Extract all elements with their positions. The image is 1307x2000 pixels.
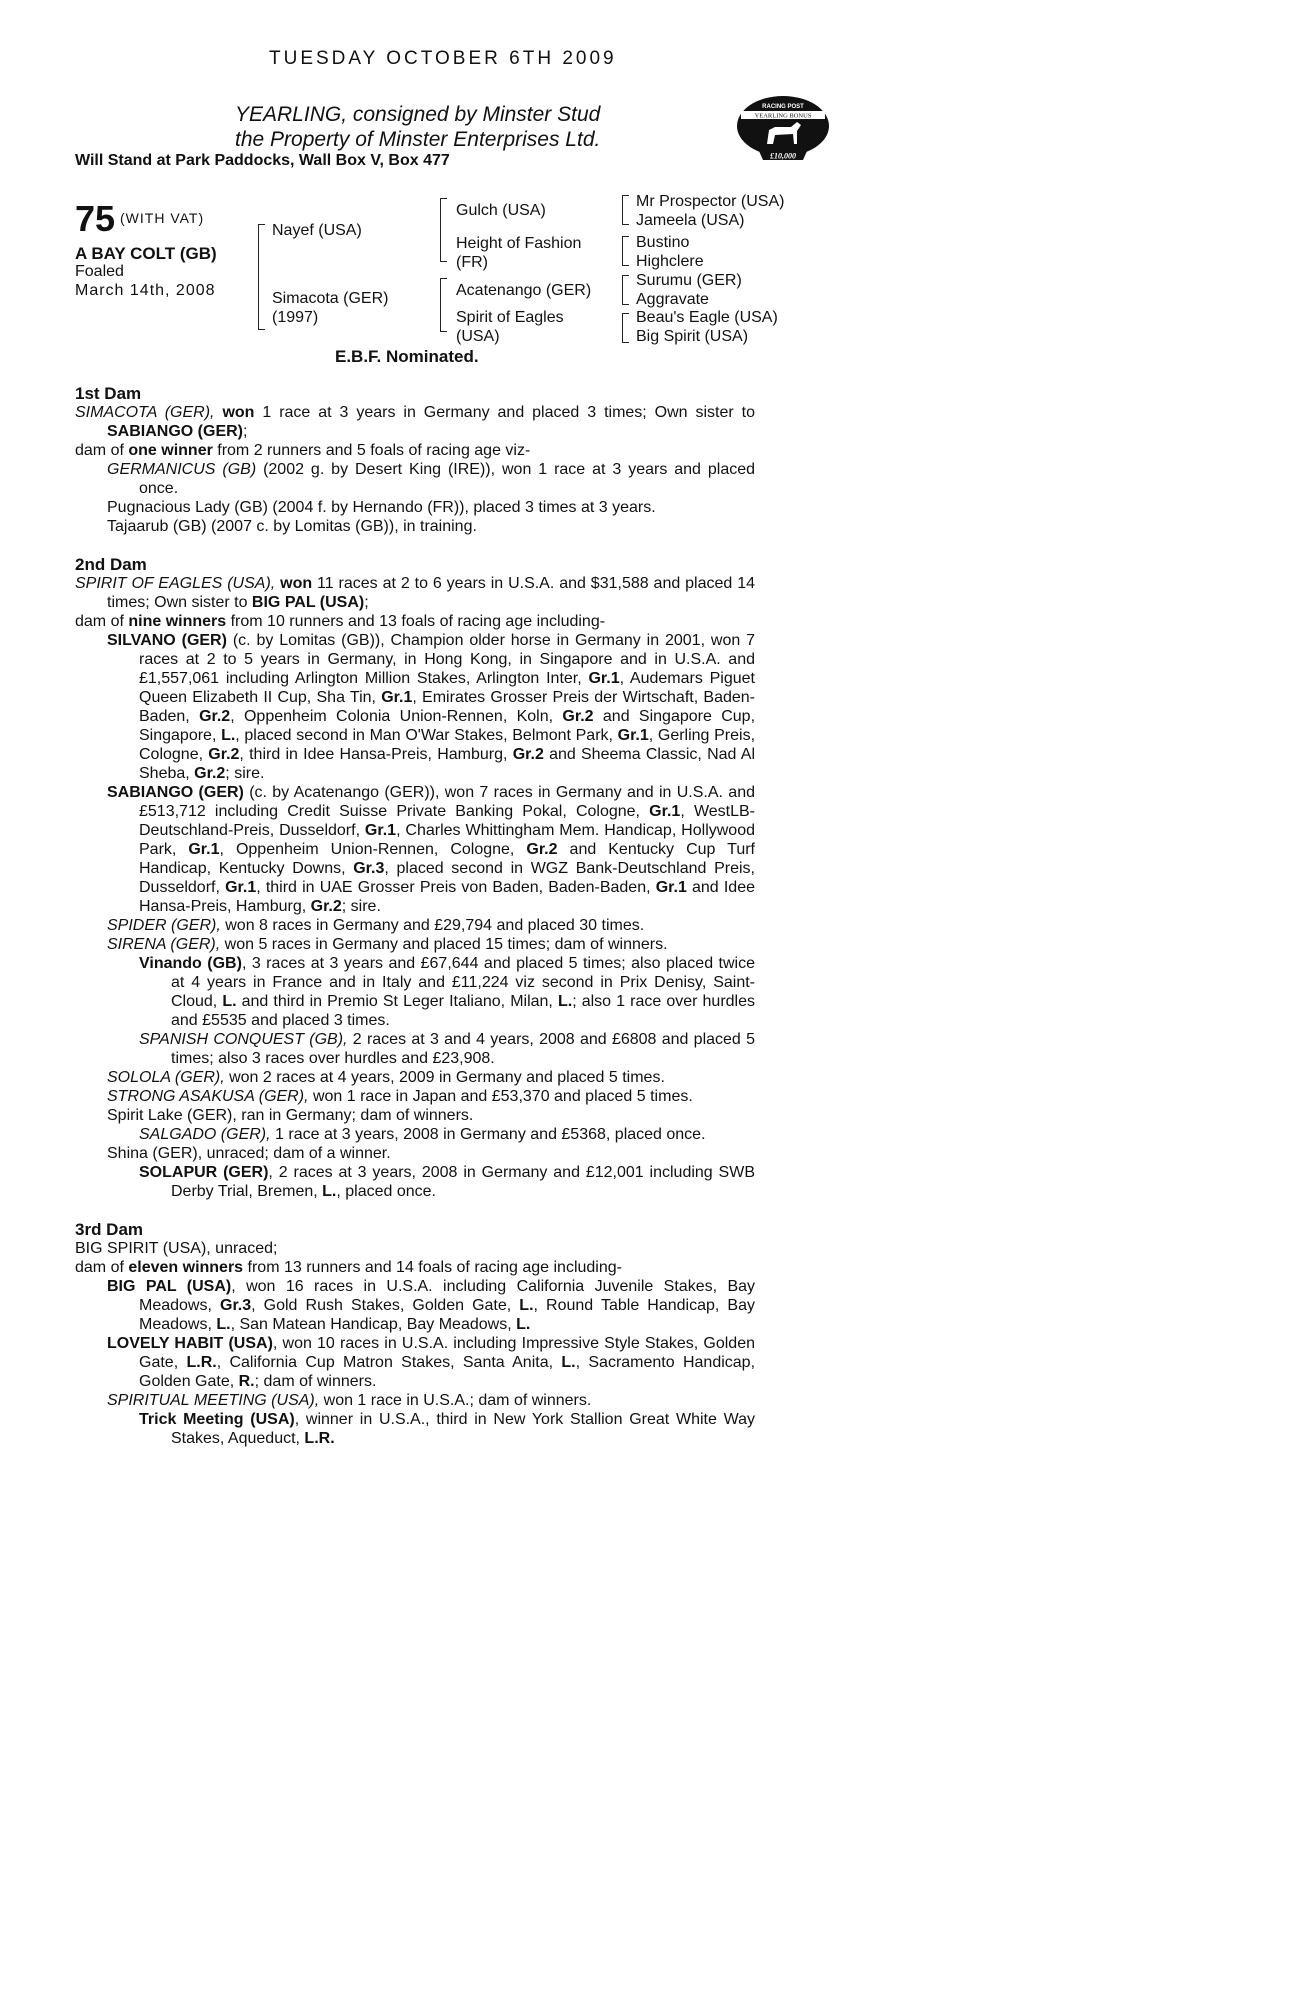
gen3-3: Bustino bbox=[636, 234, 690, 251]
logo-amount: £10,000 bbox=[770, 151, 796, 161]
yearling-bonus-logo bbox=[733, 94, 833, 166]
pedigree-brace bbox=[258, 224, 265, 330]
dam-year: (1997) bbox=[272, 309, 319, 326]
grand-produce-entry: SALGADO (GER), 1 race at 3 years, 2008 in Germany and £5368, placed once. bbox=[139, 1126, 706, 1143]
produce-entry: SPIDER (GER), won 8 races in Germany and £29,794 and placed 30 times. bbox=[107, 917, 645, 934]
second-dam-section bbox=[75, 555, 755, 1201]
brace-3-2 bbox=[622, 236, 629, 266]
gen3-5: Surumu (GER) bbox=[636, 272, 742, 289]
lot-number: 75 bbox=[75, 198, 116, 239]
section-heading: 2nd Dam bbox=[75, 555, 147, 574]
third-dam-section bbox=[75, 1220, 755, 1448]
produce-entry-sabiango: SABIANGO (GER) (c. by Acatenango (GER)), won 7 races in Germany and in U.S.A. and £513,712 including Credit Suisse Private Banking Pokal, Cologne, Gr.1, WestLB-Deutschland-Preis, Dusseldorf, Gr.1, Charles Whittingham Mem. Handicap, Hollywood Park, Gr.1, Oppenheim Union-Rennen, Cologne, Gr.2 and Kentucky Cup Turf Handicap, Kentucky Downs, Gr.3, placed second in WGZ Bank-Deutschland Preis, Dusseldorf, Gr.1, third in UAE Grosser Preis von Baden, Baden-Baden, Gr.1 and Idee Hansa-Preis, Hamburg, Gr.2; sire. bbox=[107, 784, 756, 915]
section-heading: 1st Dam bbox=[75, 384, 142, 403]
brace-3-3 bbox=[622, 275, 629, 305]
dams-dam: Spirit of Eagles bbox=[456, 309, 564, 326]
dam-entry: BIG SPIRIT (USA), unraced; bbox=[75, 1240, 278, 1257]
section-heading: 3rd Dam bbox=[75, 1220, 144, 1239]
gen3-7: Beau's Eagle (USA) bbox=[636, 309, 778, 326]
produce-entry: STRONG ASAKUSA (GER), won 1 race in Japan and £53,370 and placed 5 times. bbox=[107, 1088, 693, 1105]
sires-dam: Height of Fashion bbox=[456, 235, 582, 252]
dam-name: Simacota (GER) bbox=[272, 290, 389, 307]
gen3-8: Big Spirit (USA) bbox=[636, 328, 749, 345]
brace-3-1 bbox=[622, 195, 629, 225]
vat-note: (WITH VAT) bbox=[120, 210, 205, 226]
grand-produce-entry: SPANISH CONQUEST (GB), 2 races at 3 and 4 years, 2008 and £6808 and placed 5 times; also 3 races over hurdles and £23,908. bbox=[139, 1031, 755, 1067]
dam-entry: SPIRIT OF EAGLES (USA), won 11 races at 2 to 6 years in U.S.A. and $31,588 and placed 14 times; Own sister to BIG PAL (USA); bbox=[75, 575, 755, 611]
dam-brace bbox=[440, 278, 447, 332]
ebf-nominated: E.B.F. Nominated. bbox=[335, 347, 479, 366]
produce-summary: dam of one winner from 2 runners and 5 foals of racing age viz- bbox=[75, 442, 531, 459]
produce-entry: SOLOLA (GER), won 2 races at 4 years, 2009 in Germany and placed 5 times. bbox=[107, 1069, 665, 1086]
sire-name: Nayef (USA) bbox=[272, 222, 362, 239]
produce-entry: BIG PAL (USA), won 16 races in U.S.A. including California Juvenile Stakes, Bay Meadows, Gr.3, Gold Rush Stakes, Golden Gate, L., Round Table Handicap, Bay Meadows, L., San Matean Handicap, Bay Meadows, L. bbox=[107, 1278, 756, 1333]
produce-entry: SIRENA (GER), won 5 races in Germany and placed 15 times; dam of winners. bbox=[107, 936, 668, 953]
logo-top-text: RACING POST bbox=[762, 104, 804, 110]
produce-entry: Pugnacious Lady (GB) (2004 f. by Hernando (FR)), placed 3 times at 3 years. bbox=[107, 499, 656, 516]
sire-brace bbox=[440, 198, 447, 262]
produce-entry: SPIRITUAL MEETING (USA), won 1 race in U.S.A.; dam of winners. bbox=[107, 1392, 592, 1409]
gen3-6: Aggravate bbox=[636, 291, 709, 308]
produce-entry: Shina (GER), unraced; dam of a winner. bbox=[107, 1145, 391, 1162]
lot-name: A BAY COLT (GB) bbox=[75, 244, 217, 263]
sires-sire: Gulch (USA) bbox=[456, 202, 546, 219]
sale-date: TUESDAY OCTOBER 6TH 2009 bbox=[269, 48, 617, 69]
consignment-line-2: the Property of Minster Enterprises Ltd. bbox=[235, 128, 601, 151]
dams-dam-country: (USA) bbox=[456, 328, 500, 345]
produce-entry: GERMANICUS (GB) (2002 g. by Desert King (IRE)), won 1 race at 3 years and placed once. bbox=[107, 461, 756, 497]
stand-location: Will Stand at Park Paddocks, Wall Box V, Box 477 bbox=[75, 152, 450, 169]
sires-dam-country: (FR) bbox=[456, 254, 488, 271]
grand-produce-entry: Vinando (GB), 3 races at 3 years and £67,644 and placed 5 times; also placed twice at 4 years in France and in Italy and £11,224 viz second in Prix Denisy, Saint-Cloud, L. and third in Premio St Leger Italiano, Milan, L.; also 1 race over hurdles and £5535 and placed 3 times. bbox=[139, 955, 756, 1029]
gen3-2: Jameela (USA) bbox=[636, 212, 745, 229]
gen3-1: Mr Prospector (USA) bbox=[636, 193, 785, 210]
gen3-4: Highclere bbox=[636, 253, 704, 270]
first-dam-section bbox=[75, 384, 755, 536]
produce-entry: Spirit Lake (GER), ran in Germany; dam of winners. bbox=[107, 1107, 474, 1124]
produce-entry-silvano: SILVANO (GER) (c. by Lomitas (GB)), Champion older horse in Germany in 2001, won 7 races at 2 to 5 years in Germany, in Hong Kong, in Singapore and in U.S.A. and £1,557,061 including Arlington Million Stakes, Arlington Inter, Gr.1, Audemars Piguet Queen Elizabeth II Cup, Sha Tin, Gr.1, Emirates Grosser Preis der Wirtschaft, Baden-Baden, Gr.2, Oppenheim Colonia Union-Rennen, Koln, Gr.2 and Singapore Cup, Singapore, L., placed second in Man O'War Stakes, Belmont Park, Gr.1, Gerling Preis, Cologne, Gr.2, third in Idee Hansa-Preis, Hamburg, Gr.2 and Sheema Classic, Nad Al Sheba, Gr.2; sire. bbox=[107, 632, 756, 782]
grand-produce-entry: Trick Meeting (USA), winner in U.S.A., third in New York Stallion Great White Way Stakes, Aqueduct, L.R. bbox=[139, 1411, 755, 1447]
dam-entry: SIMACOTA (GER), won 1 race at 3 years in Germany and placed 3 times; Own sister to SABIANGO (GER); bbox=[75, 404, 756, 440]
produce-summary: dam of nine winners from 10 runners and 13 foals of racing age including- bbox=[75, 613, 606, 630]
grand-produce-entry: SOLAPUR (GER), 2 races at 3 years, 2008 in Germany and £12,001 including SWB Derby Trial, Bremen, L., placed once. bbox=[139, 1164, 755, 1200]
foaled-date: March 14th, 2008 bbox=[75, 282, 216, 299]
produce-entry: LOVELY HABIT (USA), won 10 races in U.S.A. including Impressive Style Stakes, Golden Gate, L.R., California Cup Matron Stakes, Santa Anita, L., Sacramento Handicap, Golden Gate, R.; dam of winners. bbox=[107, 1335, 756, 1390]
consignment-line-1: YEARLING, consigned by Minster Stud bbox=[235, 103, 601, 126]
produce-summary: dam of eleven winners from 13 runners and 14 foals of racing age including- bbox=[75, 1259, 622, 1276]
produce-entry: Tajaarub (GB) (2007 c. by Lomitas (GB)), in training. bbox=[107, 518, 477, 535]
dams-sire: Acatenango (GER) bbox=[456, 282, 592, 299]
brace-3-4 bbox=[622, 313, 629, 343]
foaled-label: Foaled bbox=[75, 263, 124, 280]
logo-band-text: YEARLING BONUS bbox=[754, 112, 812, 120]
